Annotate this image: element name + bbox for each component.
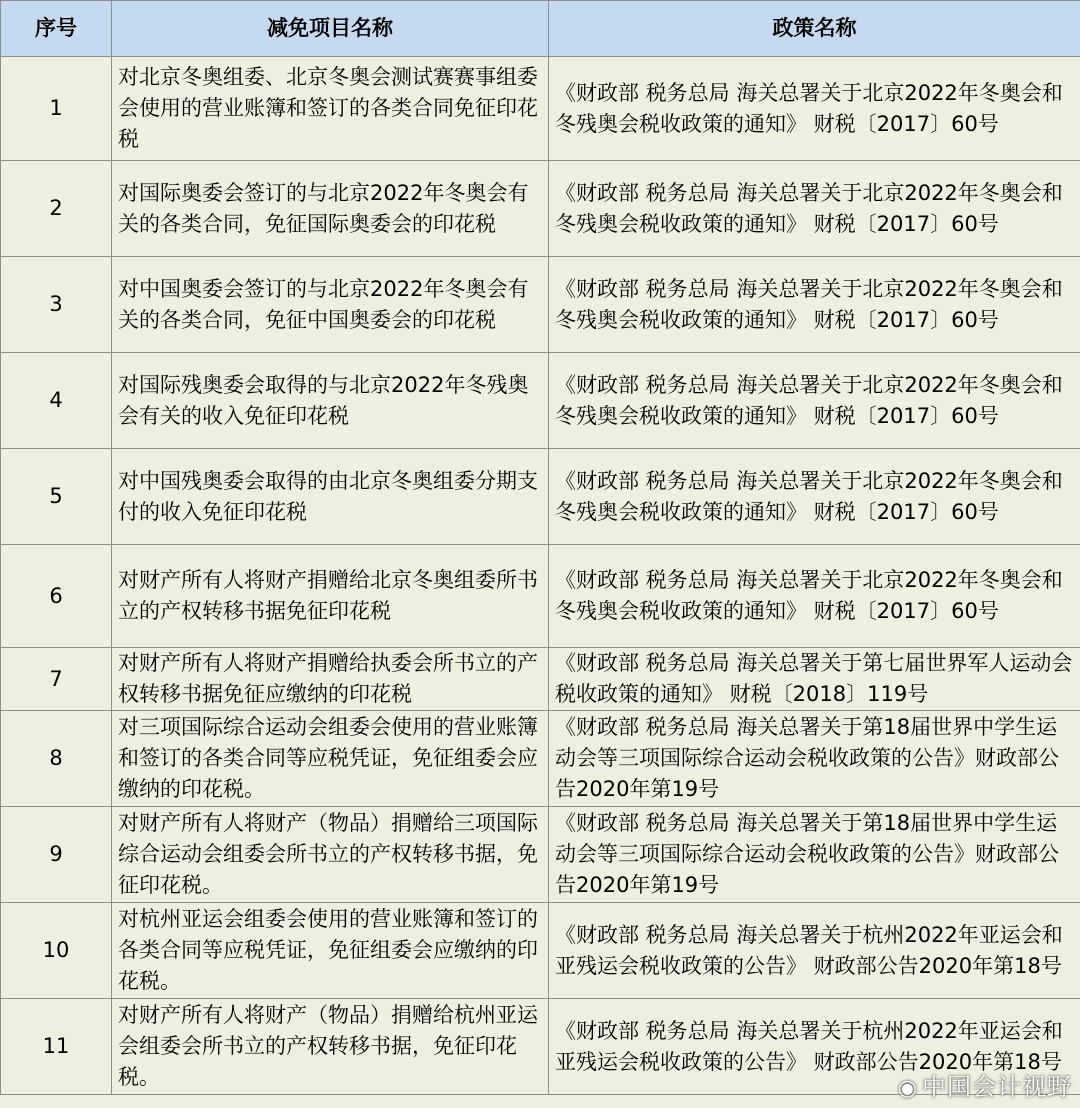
row-number: 8 xyxy=(1,711,112,807)
row-number: 5 xyxy=(1,449,112,545)
header-row xyxy=(1,1,1080,57)
row-policy-name: 《财政部 税务总局 海关总署关于北京2022年冬奥会和冬残奥会税收政策的通知》 财税〔2017〕60号 xyxy=(549,161,1080,257)
table-row xyxy=(1,648,1080,711)
row-number: 4 xyxy=(1,353,112,449)
row-item-name: 对财产所有人将财产捐赠给北京冬奥组委所书立的产权转移书据免征印花税 xyxy=(112,545,549,648)
row-item-name: 对北京冬奥组委、北京冬奥会测试赛赛事组委会使用的营业账簿和签订的各类合同免征印花税 xyxy=(112,57,549,161)
row-policy-name: 《财政部 税务总局 海关总署关于北京2022年冬奥会和冬残奥会税收政策的通知》 财税〔2017〕60号 xyxy=(549,257,1080,353)
row-policy-name: 《财政部 税务总局 海关总署关于第七届世界军人运动会税收政策的通知》 财税〔2018〕119号 xyxy=(549,648,1080,711)
row-policy-name: 《财政部 税务总局 海关总署关于第18届世界中学生运动会等三项国际综合运动会税收政策的公告》财政部公告2020年第19号 xyxy=(549,807,1080,903)
row-number: 2 xyxy=(1,161,112,257)
row-item-name: 对杭州亚运会组委会使用的营业账簿和签订的各类合同等应税凭证，免征组委会应缴纳的印花税。 xyxy=(112,903,549,999)
row-number: 1 xyxy=(1,57,112,161)
row-item-name: 对财产所有人将财产（物品）捐赠给三项国际综合运动会组委会所书立的产权转移书据，免征印花税。 xyxy=(112,807,549,903)
header-policy: 政策名称 xyxy=(549,1,1080,57)
watermark xyxy=(898,1067,1072,1102)
row-item-name: 对中国残奥委会取得的由北京冬奥组委分期支付的收入免征印花税 xyxy=(112,449,549,545)
table-row xyxy=(1,545,1080,648)
row-policy-name: 《财政部 税务总局 海关总署关于北京2022年冬奥会和冬残奥会税收政策的通知》 财税〔2017〕60号 xyxy=(549,449,1080,545)
row-policy-name: 《财政部 税务总局 海关总署关于杭州2022年亚运会和亚残运会税收政策的公告》 财政部公告2020年第18号 xyxy=(549,903,1080,999)
row-number: 7 xyxy=(1,648,112,711)
table-row xyxy=(1,57,1080,161)
row-policy-name: 《财政部 税务总局 海关总署关于杭州2022年亚运会和亚残运会税收政策的公告》 财政部公告2020年第18号 xyxy=(549,999,1080,1095)
table-row xyxy=(1,711,1080,807)
row-item-name: 对中国奥委会签订的与北京2022年冬奥会有关的各类合同，免征中国奥委会的印花税 xyxy=(112,257,549,353)
watermark-text: 中国会计视野 xyxy=(922,1073,1072,1101)
row-item-name: 对三项国际综合运动会组委会使用的营业账簿和签订的各类合同等应税凭证，免征组委会应缴纳的印花税。 xyxy=(112,711,549,807)
row-number: 6 xyxy=(1,545,112,648)
header-num: 序号 xyxy=(1,1,112,57)
table-row xyxy=(1,903,1080,999)
header-item: 减免项目名称 xyxy=(112,1,549,57)
row-policy-name: 《财政部 税务总局 海关总署关于北京2022年冬奥会和冬残奥会税收政策的通知》 财税〔2017〕60号 xyxy=(549,545,1080,648)
table-row xyxy=(1,449,1080,545)
table-row xyxy=(1,353,1080,449)
row-item-name: 对国际残奥委会取得的与北京2022年冬残奥会有关的收入免征印花税 xyxy=(112,353,549,449)
row-number: 9 xyxy=(1,807,112,903)
table-row xyxy=(1,257,1080,353)
row-number: 11 xyxy=(1,999,112,1095)
row-policy-name: 《财政部 税务总局 海关总署关于第18届世界中学生运动会等三项国际综合运动会税收政策的公告》财政部公告2020年第19号 xyxy=(549,711,1080,807)
row-number: 10 xyxy=(1,903,112,999)
row-item-name: 对财产所有人将财产（物品）捐赠给杭州亚运会组委会所书立的产权转移书据，免征印花税。 xyxy=(112,999,549,1095)
weibo-logo-icon: ◉ xyxy=(897,1076,918,1101)
table-row xyxy=(1,161,1080,257)
row-policy-name: 《财政部 税务总局 海关总署关于北京2022年冬奥会和冬残奥会税收政策的通知》 财税〔2017〕60号 xyxy=(549,353,1080,449)
row-number: 3 xyxy=(1,257,112,353)
table-row xyxy=(1,807,1080,903)
row-policy-name: 《财政部 税务总局 海关总署关于北京2022年冬奥会和冬残奥会税收政策的通知》 财税〔2017〕60号 xyxy=(549,57,1080,161)
row-item-name: 对国际奥委会签订的与北京2022年冬奥会有关的各类合同，免征国际奥委会的印花税 xyxy=(112,161,549,257)
row-item-name: 对财产所有人将财产捐赠给执委会所书立的产权转移书据免征应缴纳的印花税 xyxy=(112,648,549,711)
